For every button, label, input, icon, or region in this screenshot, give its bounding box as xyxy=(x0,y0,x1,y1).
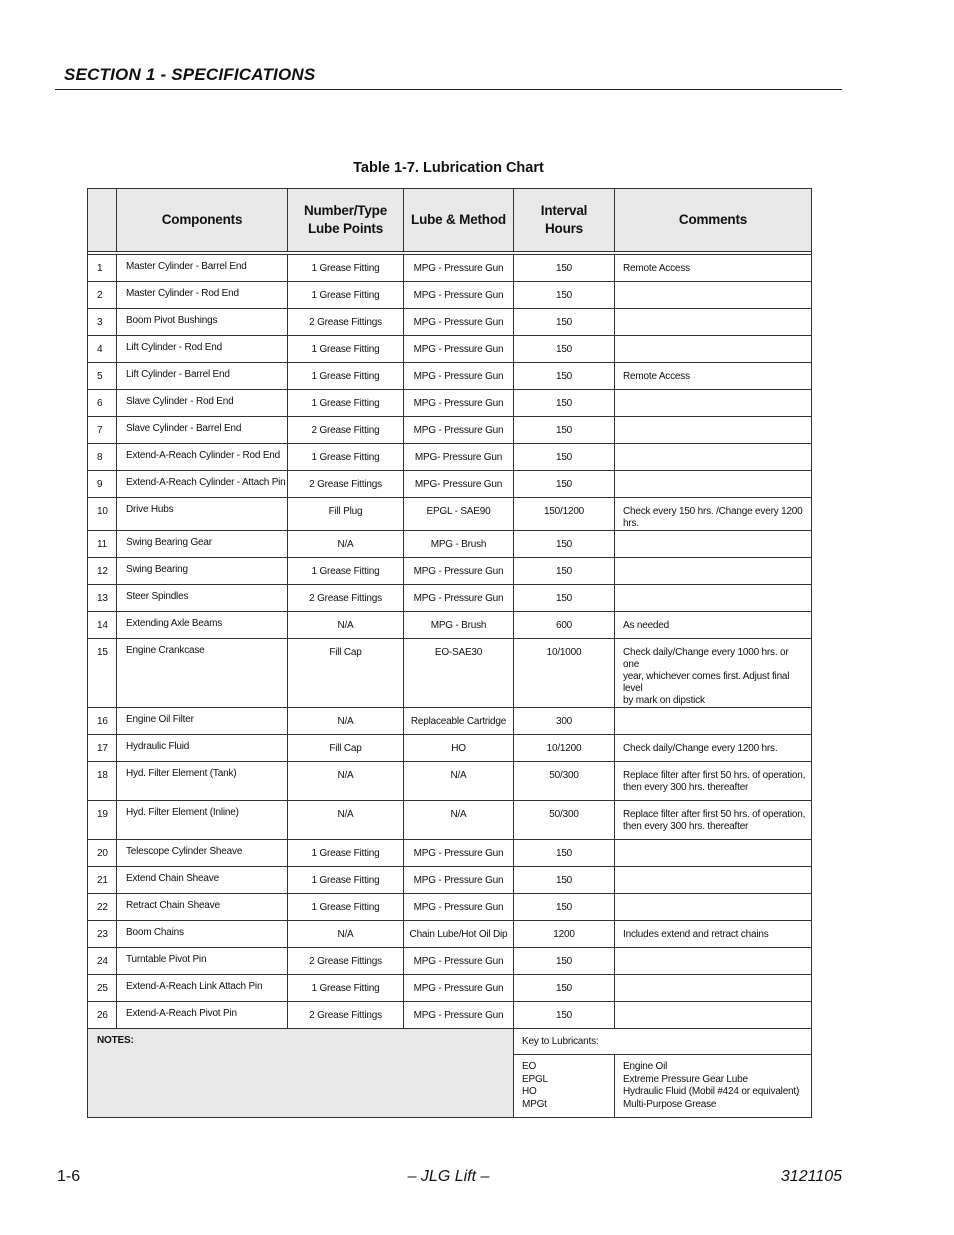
table-row xyxy=(88,612,812,639)
table-row xyxy=(88,585,812,612)
row-comments xyxy=(615,417,812,444)
table-row xyxy=(88,921,812,948)
row-comments xyxy=(615,708,812,735)
row-component: Turntable Pivot Pin xyxy=(117,948,288,975)
row-component: Drive Hubs xyxy=(117,498,288,531)
row-component: Master Cylinder - Rod End xyxy=(117,282,288,309)
row-component: Extend-A-Reach Pivot Pin xyxy=(117,1002,288,1029)
row-comments xyxy=(615,444,812,471)
table-row xyxy=(88,894,812,921)
table-row xyxy=(88,255,812,282)
row-lube-method: MPG - Pressure Gun xyxy=(404,255,514,282)
row-lube-method: EPGL - SAE90 xyxy=(404,498,514,531)
row-component: Boom Chains xyxy=(117,921,288,948)
row-interval: 150 xyxy=(514,444,615,471)
row-comments xyxy=(615,585,812,612)
row-comment-line: then every 300 hrs. thereafter xyxy=(623,782,749,793)
row-comment-line: Remote Access xyxy=(623,371,690,382)
lubrication-table xyxy=(87,188,812,1118)
row-component: Extend-A-Reach Cylinder - Rod End xyxy=(117,444,288,471)
row-lube-points: 1 Grease Fitting xyxy=(288,867,404,894)
row-number: 11 xyxy=(88,531,117,558)
row-component: Swing Bearing Gear xyxy=(117,531,288,558)
row-comment-line: Check daily/Change every 1200 hrs. xyxy=(623,743,778,754)
footer-brand: – JLG Lift – xyxy=(407,1168,490,1185)
row-comments xyxy=(615,531,812,558)
row-component: Steer Spindles xyxy=(117,585,288,612)
row-interval: 150 xyxy=(514,417,615,444)
table-row xyxy=(88,948,812,975)
row-interval: 50/300 xyxy=(514,801,615,840)
row-interval: 50/300 xyxy=(514,762,615,801)
row-interval: 150 xyxy=(514,840,615,867)
row-lube-method: MPG - Pressure Gun xyxy=(404,840,514,867)
row-lube-method: MPG- Pressure Gun xyxy=(404,444,514,471)
row-lube-points: 1 Grease Fitting xyxy=(288,255,404,282)
row-lube-points: 2 Grease Fitting xyxy=(288,417,404,444)
table-row xyxy=(88,708,812,735)
table-row xyxy=(88,801,812,840)
header-number xyxy=(88,189,117,252)
row-comments xyxy=(615,498,812,531)
row-comment-line: Replace filter after first 50 hrs. of operation, xyxy=(623,770,806,781)
row-component: Hydraulic Fluid xyxy=(117,735,288,762)
row-interval: 1200 xyxy=(514,921,615,948)
row-lube-points: 2 Grease Fittings xyxy=(288,948,404,975)
row-comments xyxy=(615,612,812,639)
row-lube-method: MPG - Pressure Gun xyxy=(404,948,514,975)
row-comments xyxy=(615,762,812,801)
row-lube-points: Fill Cap xyxy=(288,735,404,762)
row-number: 1 xyxy=(88,255,117,282)
row-number: 14 xyxy=(88,612,117,639)
row-lube-method: MPG - Pressure Gun xyxy=(404,363,514,390)
row-comment-line: by mark on dipstick xyxy=(623,695,705,706)
row-number: 6 xyxy=(88,390,117,417)
row-interval: 150 xyxy=(514,948,615,975)
row-comments xyxy=(615,471,812,498)
row-lube-points: 1 Grease Fitting xyxy=(288,336,404,363)
row-interval: 150 xyxy=(514,1002,615,1029)
row-lube-method: MPG - Pressure Gun xyxy=(404,282,514,309)
header-lube-points-line2: Lube Points xyxy=(307,221,384,236)
row-lube-points: 1 Grease Fitting xyxy=(288,840,404,867)
row-lube-points: N/A xyxy=(288,921,404,948)
header-lube-points xyxy=(288,189,404,252)
row-component: Extend Chain Sheave xyxy=(117,867,288,894)
row-comments xyxy=(615,975,812,1002)
row-lube-points: Fill Plug xyxy=(288,498,404,531)
row-component: Lift Cylinder - Rod End xyxy=(117,336,288,363)
row-lube-points: 1 Grease Fitting xyxy=(288,390,404,417)
row-comment-line: Check daily/Change every 1000 hrs. or one xyxy=(623,647,789,670)
row-interval: 10/1000 xyxy=(514,639,615,708)
row-comments xyxy=(615,309,812,336)
row-interval: 150 xyxy=(514,336,615,363)
row-interval: 300 xyxy=(514,708,615,735)
row-component: Retract Chain Sheave xyxy=(117,894,288,921)
table-row xyxy=(88,975,812,1002)
table-row xyxy=(88,840,812,867)
key-abbreviations xyxy=(514,1055,615,1118)
row-component: Extend-A-Reach Link Attach Pin xyxy=(117,975,288,1002)
table-row xyxy=(88,471,812,498)
table-header-row xyxy=(88,189,812,252)
header-interval-line2: Hours xyxy=(544,221,583,236)
row-lube-points: N/A xyxy=(288,708,404,735)
row-interval: 10/1200 xyxy=(514,735,615,762)
table-row xyxy=(88,363,812,390)
table-body xyxy=(88,255,812,1029)
table-row xyxy=(88,558,812,585)
row-lube-points: Fill Cap xyxy=(288,639,404,708)
row-comment-line: Check every 150 hrs. /Change every 1200 hrs. xyxy=(623,506,803,529)
row-number: 3 xyxy=(88,309,117,336)
header-lube-points-line1: Number/Type xyxy=(303,203,388,218)
row-lube-points: 1 Grease Fitting xyxy=(288,444,404,471)
row-comments xyxy=(615,639,812,708)
header-components: Components xyxy=(117,189,288,252)
key-abbr-item: EPGL xyxy=(522,1073,548,1085)
row-number: 21 xyxy=(88,867,117,894)
table-row xyxy=(88,639,812,708)
table-row xyxy=(88,282,812,309)
row-number: 2 xyxy=(88,282,117,309)
page-number: 1-6 xyxy=(57,1168,81,1185)
key-desc-item: Hydraulic Fluid (Mobil #424 or equivalent) xyxy=(623,1086,800,1097)
row-comment-line: Replace filter after first 50 hrs. of operation, xyxy=(623,809,806,820)
row-lube-points: N/A xyxy=(288,801,404,840)
row-component: Extending Axle Beams xyxy=(117,612,288,639)
header-interval-line1: Interval xyxy=(540,203,588,218)
row-number: 9 xyxy=(88,471,117,498)
row-component: Slave Cylinder - Barrel End xyxy=(117,417,288,444)
key-abbr-item: MPGt xyxy=(522,1098,547,1110)
row-lube-method: MPG - Pressure Gun xyxy=(404,309,514,336)
row-lube-points: 2 Grease Fittings xyxy=(288,309,404,336)
row-lube-points: 1 Grease Fitting xyxy=(288,558,404,585)
row-lube-points: 2 Grease Fittings xyxy=(288,585,404,612)
row-lube-method: MPG- Pressure Gun xyxy=(404,471,514,498)
row-lube-method: HO xyxy=(404,735,514,762)
row-comment-line: Includes extend and retract chains xyxy=(623,929,769,940)
row-component: Hyd. Filter Element (Inline) xyxy=(117,801,288,840)
row-lube-points: N/A xyxy=(288,762,404,801)
row-interval: 150 xyxy=(514,558,615,585)
key-to-lubricants-label: Key to Lubricants: xyxy=(514,1029,812,1055)
table-title: Table 1-7. Lubrication Chart xyxy=(353,160,544,176)
row-number: 10 xyxy=(88,498,117,531)
row-number: 19 xyxy=(88,801,117,840)
row-comments xyxy=(615,255,812,282)
row-lube-points: 1 Grease Fitting xyxy=(288,894,404,921)
row-component: Hyd. Filter Element (Tank) xyxy=(117,762,288,801)
row-lube-method: Chain Lube/Hot Oil Dip xyxy=(404,921,514,948)
row-number: 15 xyxy=(88,639,117,708)
row-component: Engine Oil Filter xyxy=(117,708,288,735)
header-comments: Comments xyxy=(615,189,812,252)
row-lube-method: MPG - Pressure Gun xyxy=(404,390,514,417)
row-comments xyxy=(615,390,812,417)
row-comment-line: then every 300 hrs. thereafter xyxy=(623,821,749,832)
row-number: 25 xyxy=(88,975,117,1002)
row-lube-method: MPG - Pressure Gun xyxy=(404,1002,514,1029)
row-lube-points: N/A xyxy=(288,531,404,558)
row-comments xyxy=(615,921,812,948)
row-lube-method: Replaceable Cartridge xyxy=(404,708,514,735)
header-lube-method: Lube & Method xyxy=(404,189,514,252)
row-number: 4 xyxy=(88,336,117,363)
table-row xyxy=(88,735,812,762)
row-lube-method: MPG - Brush xyxy=(404,612,514,639)
row-number: 18 xyxy=(88,762,117,801)
table-row xyxy=(88,390,812,417)
row-number: 5 xyxy=(88,363,117,390)
row-lube-points: 2 Grease Fittings xyxy=(288,471,404,498)
row-comment-line: Remote Access xyxy=(623,263,690,274)
row-interval: 150 xyxy=(514,255,615,282)
row-lube-method: N/A xyxy=(404,801,514,840)
row-interval: 150 xyxy=(514,471,615,498)
row-interval: 150/1200 xyxy=(514,498,615,531)
row-number: 20 xyxy=(88,840,117,867)
key-desc-item: Extreme Pressure Gear Lube xyxy=(623,1073,748,1085)
table-row xyxy=(88,444,812,471)
row-number: 22 xyxy=(88,894,117,921)
header-interval xyxy=(514,189,615,252)
row-lube-points: 2 Grease Fittings xyxy=(288,1002,404,1029)
row-number: 17 xyxy=(88,735,117,762)
row-comment-line: year, whichever comes first. Adjust final level xyxy=(623,671,790,694)
key-abbr-item: EO xyxy=(522,1061,537,1072)
key-desc-item: Multi-Purpose Grease xyxy=(623,1098,717,1110)
row-interval: 150 xyxy=(514,894,615,921)
row-component: Slave Cylinder - Rod End xyxy=(117,390,288,417)
table-row xyxy=(88,498,812,531)
table-row xyxy=(88,531,812,558)
row-lube-method: MPG - Brush xyxy=(404,531,514,558)
key-desc-item: Engine Oil xyxy=(623,1061,668,1072)
row-number: 8 xyxy=(88,444,117,471)
row-number: 24 xyxy=(88,948,117,975)
row-lube-points: 1 Grease Fitting xyxy=(288,282,404,309)
row-lube-method: MPG - Pressure Gun xyxy=(404,894,514,921)
row-comments xyxy=(615,1002,812,1029)
row-component: Engine Crankcase xyxy=(117,639,288,708)
row-comments xyxy=(615,840,812,867)
row-number: 26 xyxy=(88,1002,117,1029)
row-lube-method: EO-SAE30 xyxy=(404,639,514,708)
row-lube-points: N/A xyxy=(288,612,404,639)
row-lube-points: 1 Grease Fitting xyxy=(288,975,404,1002)
row-interval: 150 xyxy=(514,867,615,894)
row-comments xyxy=(615,948,812,975)
row-lube-method: MPG - Pressure Gun xyxy=(404,336,514,363)
row-number: 13 xyxy=(88,585,117,612)
row-component: Swing Bearing xyxy=(117,558,288,585)
row-component: Extend-A-Reach Cylinder - Attach Pin xyxy=(117,471,288,498)
table-row xyxy=(88,417,812,444)
row-component: Lift Cylinder - Barrel End xyxy=(117,363,288,390)
row-comments xyxy=(615,558,812,585)
row-comments xyxy=(615,336,812,363)
table-row xyxy=(88,762,812,801)
table-row xyxy=(88,309,812,336)
row-comments xyxy=(615,735,812,762)
row-lube-method: N/A xyxy=(404,762,514,801)
row-lube-method: MPG - Pressure Gun xyxy=(404,417,514,444)
row-interval: 150 xyxy=(514,975,615,1002)
row-component: Boom Pivot Bushings xyxy=(117,309,288,336)
key-descriptions xyxy=(615,1055,812,1118)
row-lube-method: MPG - Pressure Gun xyxy=(404,975,514,1002)
header-rule xyxy=(55,89,842,90)
row-interval: 150 xyxy=(514,531,615,558)
row-interval: 150 xyxy=(514,282,615,309)
row-interval: 150 xyxy=(514,363,615,390)
row-comment-line: As needed xyxy=(623,620,670,631)
row-lube-method: MPG - Pressure Gun xyxy=(404,867,514,894)
row-interval: 150 xyxy=(514,390,615,417)
row-lube-method: MPG - Pressure Gun xyxy=(404,585,514,612)
table-row xyxy=(88,1002,812,1029)
document-number: 3121105 xyxy=(780,1168,842,1185)
row-lube-points: 1 Grease Fitting xyxy=(288,363,404,390)
row-comments xyxy=(615,894,812,921)
row-number: 23 xyxy=(88,921,117,948)
row-component: Telescope Cylinder Sheave xyxy=(117,840,288,867)
row-comments xyxy=(615,867,812,894)
row-number: 16 xyxy=(88,708,117,735)
row-comments xyxy=(615,282,812,309)
row-component: Master Cylinder - Barrel End xyxy=(117,255,288,282)
table-row xyxy=(88,336,812,363)
key-abbr-item: HO xyxy=(522,1086,537,1097)
row-number: 7 xyxy=(88,417,117,444)
row-interval: 150 xyxy=(514,309,615,336)
section-title: SECTION 1 - SPECIFICATIONS xyxy=(64,65,316,84)
notes-cell: NOTES: xyxy=(88,1029,514,1118)
row-lube-method: MPG - Pressure Gun xyxy=(404,558,514,585)
key-header-row xyxy=(88,1029,812,1055)
row-number: 12 xyxy=(88,558,117,585)
row-interval: 600 xyxy=(514,612,615,639)
row-comments xyxy=(615,363,812,390)
table-row xyxy=(88,867,812,894)
row-comments xyxy=(615,801,812,840)
row-interval: 150 xyxy=(514,585,615,612)
